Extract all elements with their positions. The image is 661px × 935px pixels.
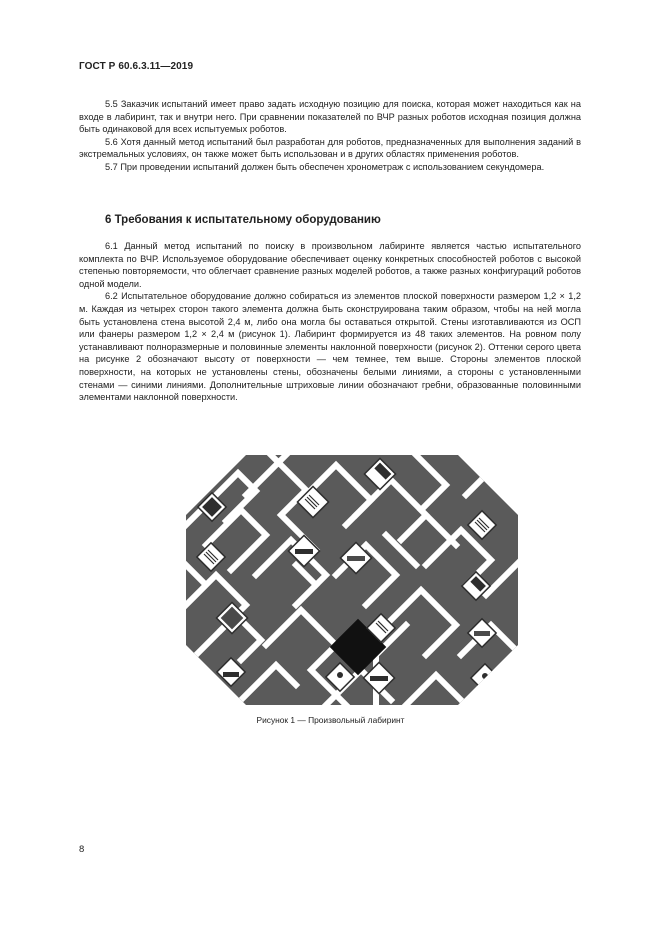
document-header: ГОСТ Р 60.6.3.11—2019 <box>79 61 194 72</box>
page-number: 8 <box>79 844 85 855</box>
figure-caption: Рисунок 1 — Произвольный лабиринт <box>256 715 405 725</box>
paragraph-6-2: 6.2 Испытательное оборудование должно собираться из элементов плоской поверхности размером 1,2 × 1,2 м. Каждая из четырех сторон такого элемента должна быть сконструирована таким образом, чтобы на ней могла быть установлена стена высотой 2,4 м, либо она могла бы оставаться открытой. Стены изготавливаются из ОСП или фанеры размером 1,2 × 2,4 м (рисунок 1). Лабиринт формируется из 48 таких элементов. На ровном полу устанавливают полноразмерные и половинные элементы наклонной поверхности (рисунок 2). Оттенки серого цвета на рисунке 2 обозначают высоту от поверхности — чем темнее, тем выше. Стороны элементов плоской поверхности, на которых не установлены стены, обозначены белыми линиями, а стороны с установленными стенами — синими линиями. Дополнительные штриховые линии обозначают гребни, образованные половинными элементами наклонной поверхности. <box>79 291 581 403</box>
paragraphs-section <box>79 240 581 404</box>
section-heading: 6 Требования к испытательному оборудованию <box>105 214 381 226</box>
maze-figure <box>186 455 518 705</box>
paragraph-5-6: 5.6 Хотя данный метод испытаний был разработан для роботов, предназначенных для выполнения заданий в экстремальных условиях, он также может быть использован и в других областях применения роботов. <box>79 136 581 160</box>
paragraphs-top <box>79 98 581 174</box>
paragraph-6-1: 6.1 Данный метод испытаний по поиску в произвольном лабиринте является частью испытательного комплекта по ВЧР. Используемое оборудование обеспечивает оценку конкретных способностей роботов с высокой степенью повторяемости, что облегчает сравнение разных моделей роботов, а также разных конфигураций роботов одной модели. <box>79 241 581 289</box>
paragraph-5-5: 5.5 Заказчик испытаний имеет право задать исходную позицию для поиска, которая может находиться как на входе в лабиринт, так и внутри него. При сравнении показателей по ВЧР разных роботов исходная позиция должна быть одинаковой для всех испытуемых роботов. <box>79 99 581 135</box>
paragraph-5-7: 5.7 При проведении испытаний должен быть обеспечен хронометраж с использованием секундомера. <box>105 161 545 172</box>
